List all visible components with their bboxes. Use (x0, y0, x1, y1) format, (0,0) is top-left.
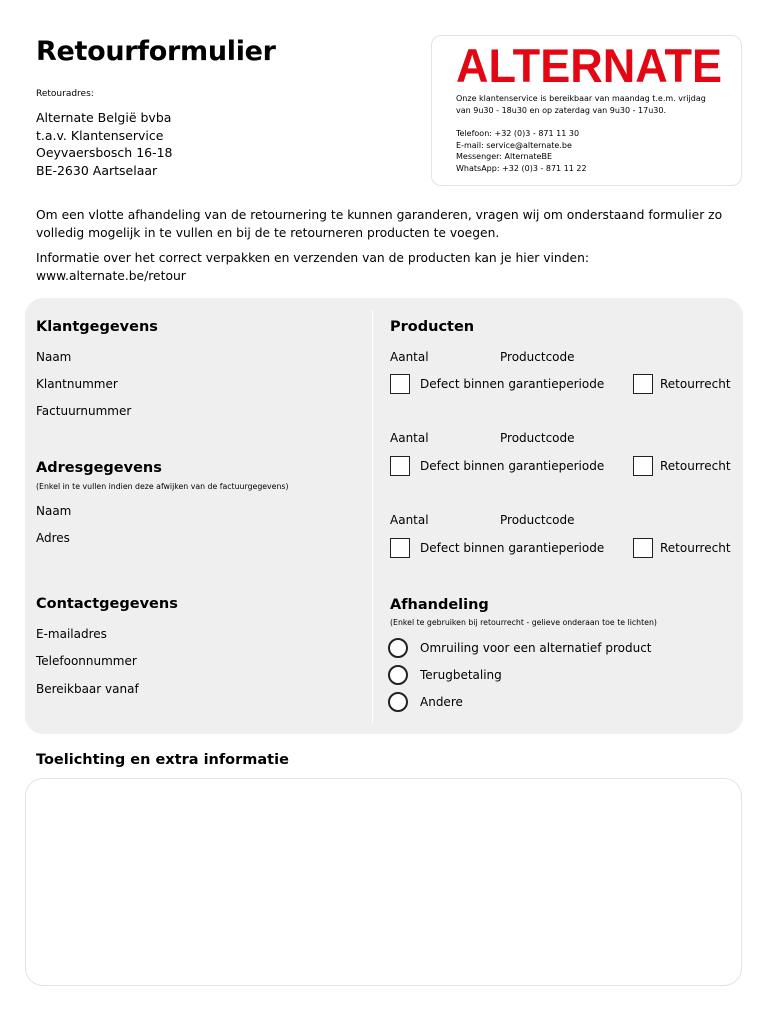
reachable-from-label[interactable]: Bereikbaar vanaf (36, 682, 139, 696)
product-quantity-label[interactable]: Aantal (390, 350, 429, 364)
logo-text: ALTERNATE (456, 39, 722, 89)
product-code-label[interactable]: Productcode (500, 513, 575, 527)
product-quantity-label[interactable]: Aantal (390, 431, 429, 445)
product-code-label[interactable]: Productcode (500, 431, 575, 445)
defect-label: Defect binnen garantieperiode (420, 541, 605, 555)
intro-text (36, 206, 741, 292)
other-label: Andere (420, 695, 463, 709)
info-paragraph: Informatie over het correct verpakken en verzenden van de producten kan je hier vinden: www.alternate.be/retour (36, 251, 590, 283)
alternate-logo (456, 39, 722, 89)
service-hours-line: Onze klantenservice is bereikbaar van maandag t.e.m. vrijdag (456, 94, 706, 103)
products-heading: Producten (390, 319, 475, 335)
return-address-label: Retouradres: (36, 89, 94, 99)
address-name-label[interactable]: Naam (36, 504, 72, 518)
handling-heading: Afhandeling (390, 597, 489, 613)
address-company: Alternate België bvba (36, 110, 172, 125)
form-panel (25, 298, 743, 734)
phone-label[interactable]: Telefoonnummer (36, 654, 137, 668)
contact-email: E-mail: service@alternate.be (456, 140, 572, 150)
return-right-label: Retourrecht (660, 377, 731, 391)
address-city: BE-2630 Aartselaar (36, 162, 158, 178)
defect-label: Defect binnen garantieperiode (420, 459, 605, 473)
return-right-checkbox[interactable] (633, 538, 653, 558)
defect-checkbox[interactable] (390, 456, 410, 476)
customer-name-label[interactable]: Naam (36, 350, 72, 364)
defect-checkbox[interactable] (390, 538, 410, 558)
handling-note: (Enkel te gebruiken bij retourrecht - gelieve onderaan toe te lichten) (390, 618, 657, 627)
return-right-label: Retourrecht (660, 459, 731, 473)
defect-label: Defect binnen garantieperiode (420, 377, 605, 391)
product-code-label[interactable]: Productcode (500, 350, 575, 364)
address-note: (Enkel in te vullen indien deze afwijken van de factuurgegevens) (36, 482, 289, 491)
product-quantity-label[interactable]: Aantal (390, 513, 429, 527)
invoice-number-label[interactable]: Factuurnummer (36, 404, 132, 418)
column-divider (372, 310, 373, 723)
contact-messenger: Messenger: AlternateBE (456, 152, 553, 162)
email-label[interactable]: E-mailadres (36, 627, 107, 641)
customer-number-label[interactable]: Klantnummer (36, 377, 118, 391)
exchange-radio[interactable] (388, 638, 408, 658)
return-right-label: Retourrecht (660, 541, 731, 555)
refund-radio[interactable] (388, 665, 408, 685)
contact-heading: Contactgegevens (36, 596, 178, 612)
address-address-label[interactable]: Adres (36, 531, 70, 545)
return-address (36, 109, 173, 179)
notes-heading: Toelichting en extra informatie (36, 752, 289, 768)
exchange-label: Omruiling voor een alternatief product (420, 641, 652, 655)
return-right-checkbox[interactable] (633, 374, 653, 394)
customer-heading: Klantgegevens (36, 319, 158, 335)
form-title: Retourformulier (36, 36, 276, 67)
contact-details (456, 128, 587, 175)
contact-phone: Telefoon: +32 (0)3 - 871 11 30 (456, 129, 580, 138)
address-heading: Adresgegevens (36, 460, 162, 476)
contact-whatsapp: WhatsApp: +32 (0)3 - 871 11 22 (456, 164, 587, 174)
address-street: Oeyvaersbosch 16-18 (36, 145, 173, 161)
refund-label: Terugbetaling (420, 668, 502, 682)
service-hours-line: van 9u30 - 18u30 en op zaterdag van 9u30 - 17u30. (456, 105, 667, 115)
defect-checkbox[interactable] (390, 374, 410, 394)
service-hours (456, 93, 706, 116)
return-right-checkbox[interactable] (633, 456, 653, 476)
address-attention: t.a.v. Klantenservice (36, 127, 164, 143)
other-radio[interactable] (388, 692, 408, 712)
intro-paragraph: Om een vlotte afhandeling van de retournering te kunnen garanderen, vragen wij om onderstaand formulier zo volledig mogelijk in te vullen en bij de te retourneren producten te voegen. (36, 208, 723, 240)
notes-textarea[interactable] (25, 778, 742, 986)
